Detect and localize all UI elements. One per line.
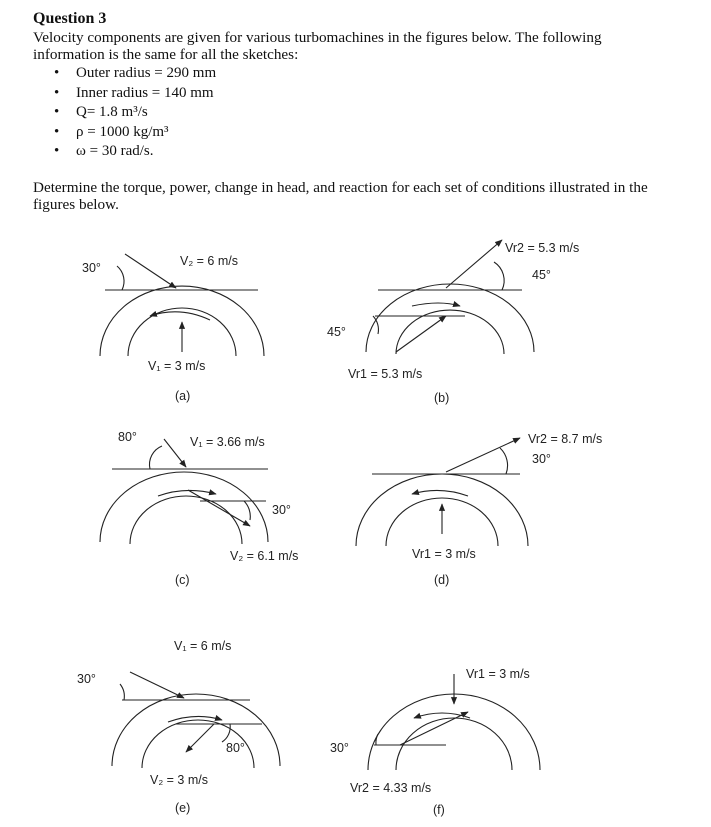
fig-b-top-angle-arc [494, 262, 504, 290]
given-item-density: • ρ = 1000 kg/m³ [50, 123, 216, 143]
fig-b-vr2-arrow [446, 240, 502, 288]
fig-c-v1-arrow [164, 439, 186, 467]
fig-c-rotation-arrow [158, 490, 216, 496]
fig-e-v1-arrow [130, 672, 184, 698]
fig-c-v2-label: V₂ = 6.1 m/s [230, 549, 299, 563]
figure-e [77, 639, 280, 815]
figure-d [356, 432, 602, 587]
fig-c-v2-arrow [188, 490, 250, 526]
fig-d-vr2-label: Vr2 = 8.7 m/s [528, 432, 603, 446]
given-item-angular-speed: • ω = 30 rad/s. [50, 142, 216, 162]
fig-b-caption: (b) [434, 391, 450, 405]
fig-d-vr2-arrow [446, 438, 520, 472]
fig-f-vr2-arrow [400, 712, 468, 745]
fig-c-bottom-angle-arc [244, 501, 250, 520]
fig-f-angle-label: 30° [330, 741, 349, 755]
fig-b-vr2-label: Vr2 = 5.3 m/s [505, 241, 580, 255]
fig-a-v2-label: V₂ = 6 m/s [180, 254, 238, 268]
fig-b-rotation-arrow [412, 303, 460, 306]
fig-a-v1-label: V₁ = 3 m/s [148, 359, 206, 373]
question-intro: Velocity components are given for various turbomachines in the figures below. The following information is the same for all the sketches: [33, 29, 602, 63]
fig-b-vr1-label: Vr1 = 5.3 m/s [348, 367, 423, 381]
fig-f-outer-arc [368, 694, 540, 770]
fig-e-outer-arc [112, 694, 280, 766]
fig-a-caption: (a) [175, 389, 191, 403]
fig-e-top-angle-label: 30° [77, 672, 96, 686]
fig-c-caption: (c) [175, 573, 190, 587]
fig-d-vr1-label: Vr1 = 3 m/s [412, 547, 476, 561]
figure-c [100, 430, 298, 587]
fig-f-caption: (f) [433, 803, 445, 817]
fig-e-bottom-angle-label: 80° [226, 741, 245, 755]
fig-a-v2-arrow [125, 254, 176, 288]
given-item-outer-radius: • Outer radius = 290 mm [50, 64, 216, 84]
question-title: Question 3 [33, 10, 107, 27]
fig-c-bottom-angle-label: 30° [272, 503, 291, 517]
fig-b-top-angle-label: 45° [532, 268, 551, 282]
fig-c-v1-label: V₁ = 3.66 m/s [190, 435, 265, 449]
fig-e-v2-arrow [186, 724, 214, 752]
fig-d-rotation-arrow [412, 490, 468, 496]
fig-c-top-angle-label: 80° [118, 430, 137, 444]
fig-e-v2-label: V₂ = 3 m/s [150, 773, 208, 787]
fig-b-vr1-arrow [396, 316, 446, 352]
fig-e-top-angle-arc [120, 684, 124, 700]
fig-f-vr1-label: Vr1 = 3 m/s [466, 667, 530, 681]
fig-e-caption: (e) [175, 801, 191, 815]
figure-b [327, 240, 579, 405]
figure-f [330, 667, 540, 817]
fig-f-inner-arc [396, 718, 512, 770]
given-item-inner-radius: • Inner radius = 140 mm [50, 84, 216, 104]
fig-d-caption: (d) [434, 573, 450, 587]
given-item-flow-rate: • Q= 1.8 m³/s [50, 103, 216, 123]
figure-a [82, 254, 264, 403]
fig-c-outer-arc [100, 472, 268, 542]
fig-f-angle-arc [376, 734, 378, 745]
fig-c-inner-arc [130, 496, 242, 544]
fig-a-rotation-arrow [150, 312, 210, 320]
fig-a-angle-label: 30° [82, 261, 101, 275]
fig-f-vr2-label: Vr2 = 4.33 m/s [350, 781, 432, 795]
fig-b-bottom-angle-label: 45° [327, 325, 346, 339]
fig-b-outer-arc [366, 284, 534, 352]
fig-b-bottom-angle-arc [373, 316, 378, 334]
question-task: Determine the torque, power, change in head, and reaction for each set of conditions illustrated in the figures below. [33, 179, 648, 213]
fig-a-angle-arc [117, 266, 124, 290]
fig-c-top-angle-arc [149, 446, 162, 469]
fig-b-inner-arc [396, 310, 504, 354]
fig-d-angle-label: 30° [532, 452, 551, 466]
fig-d-angle-arc [500, 448, 508, 474]
fig-e-rotation-arrow [168, 716, 222, 722]
fig-e-v1-label: V₁ = 6 m/s [174, 639, 232, 653]
